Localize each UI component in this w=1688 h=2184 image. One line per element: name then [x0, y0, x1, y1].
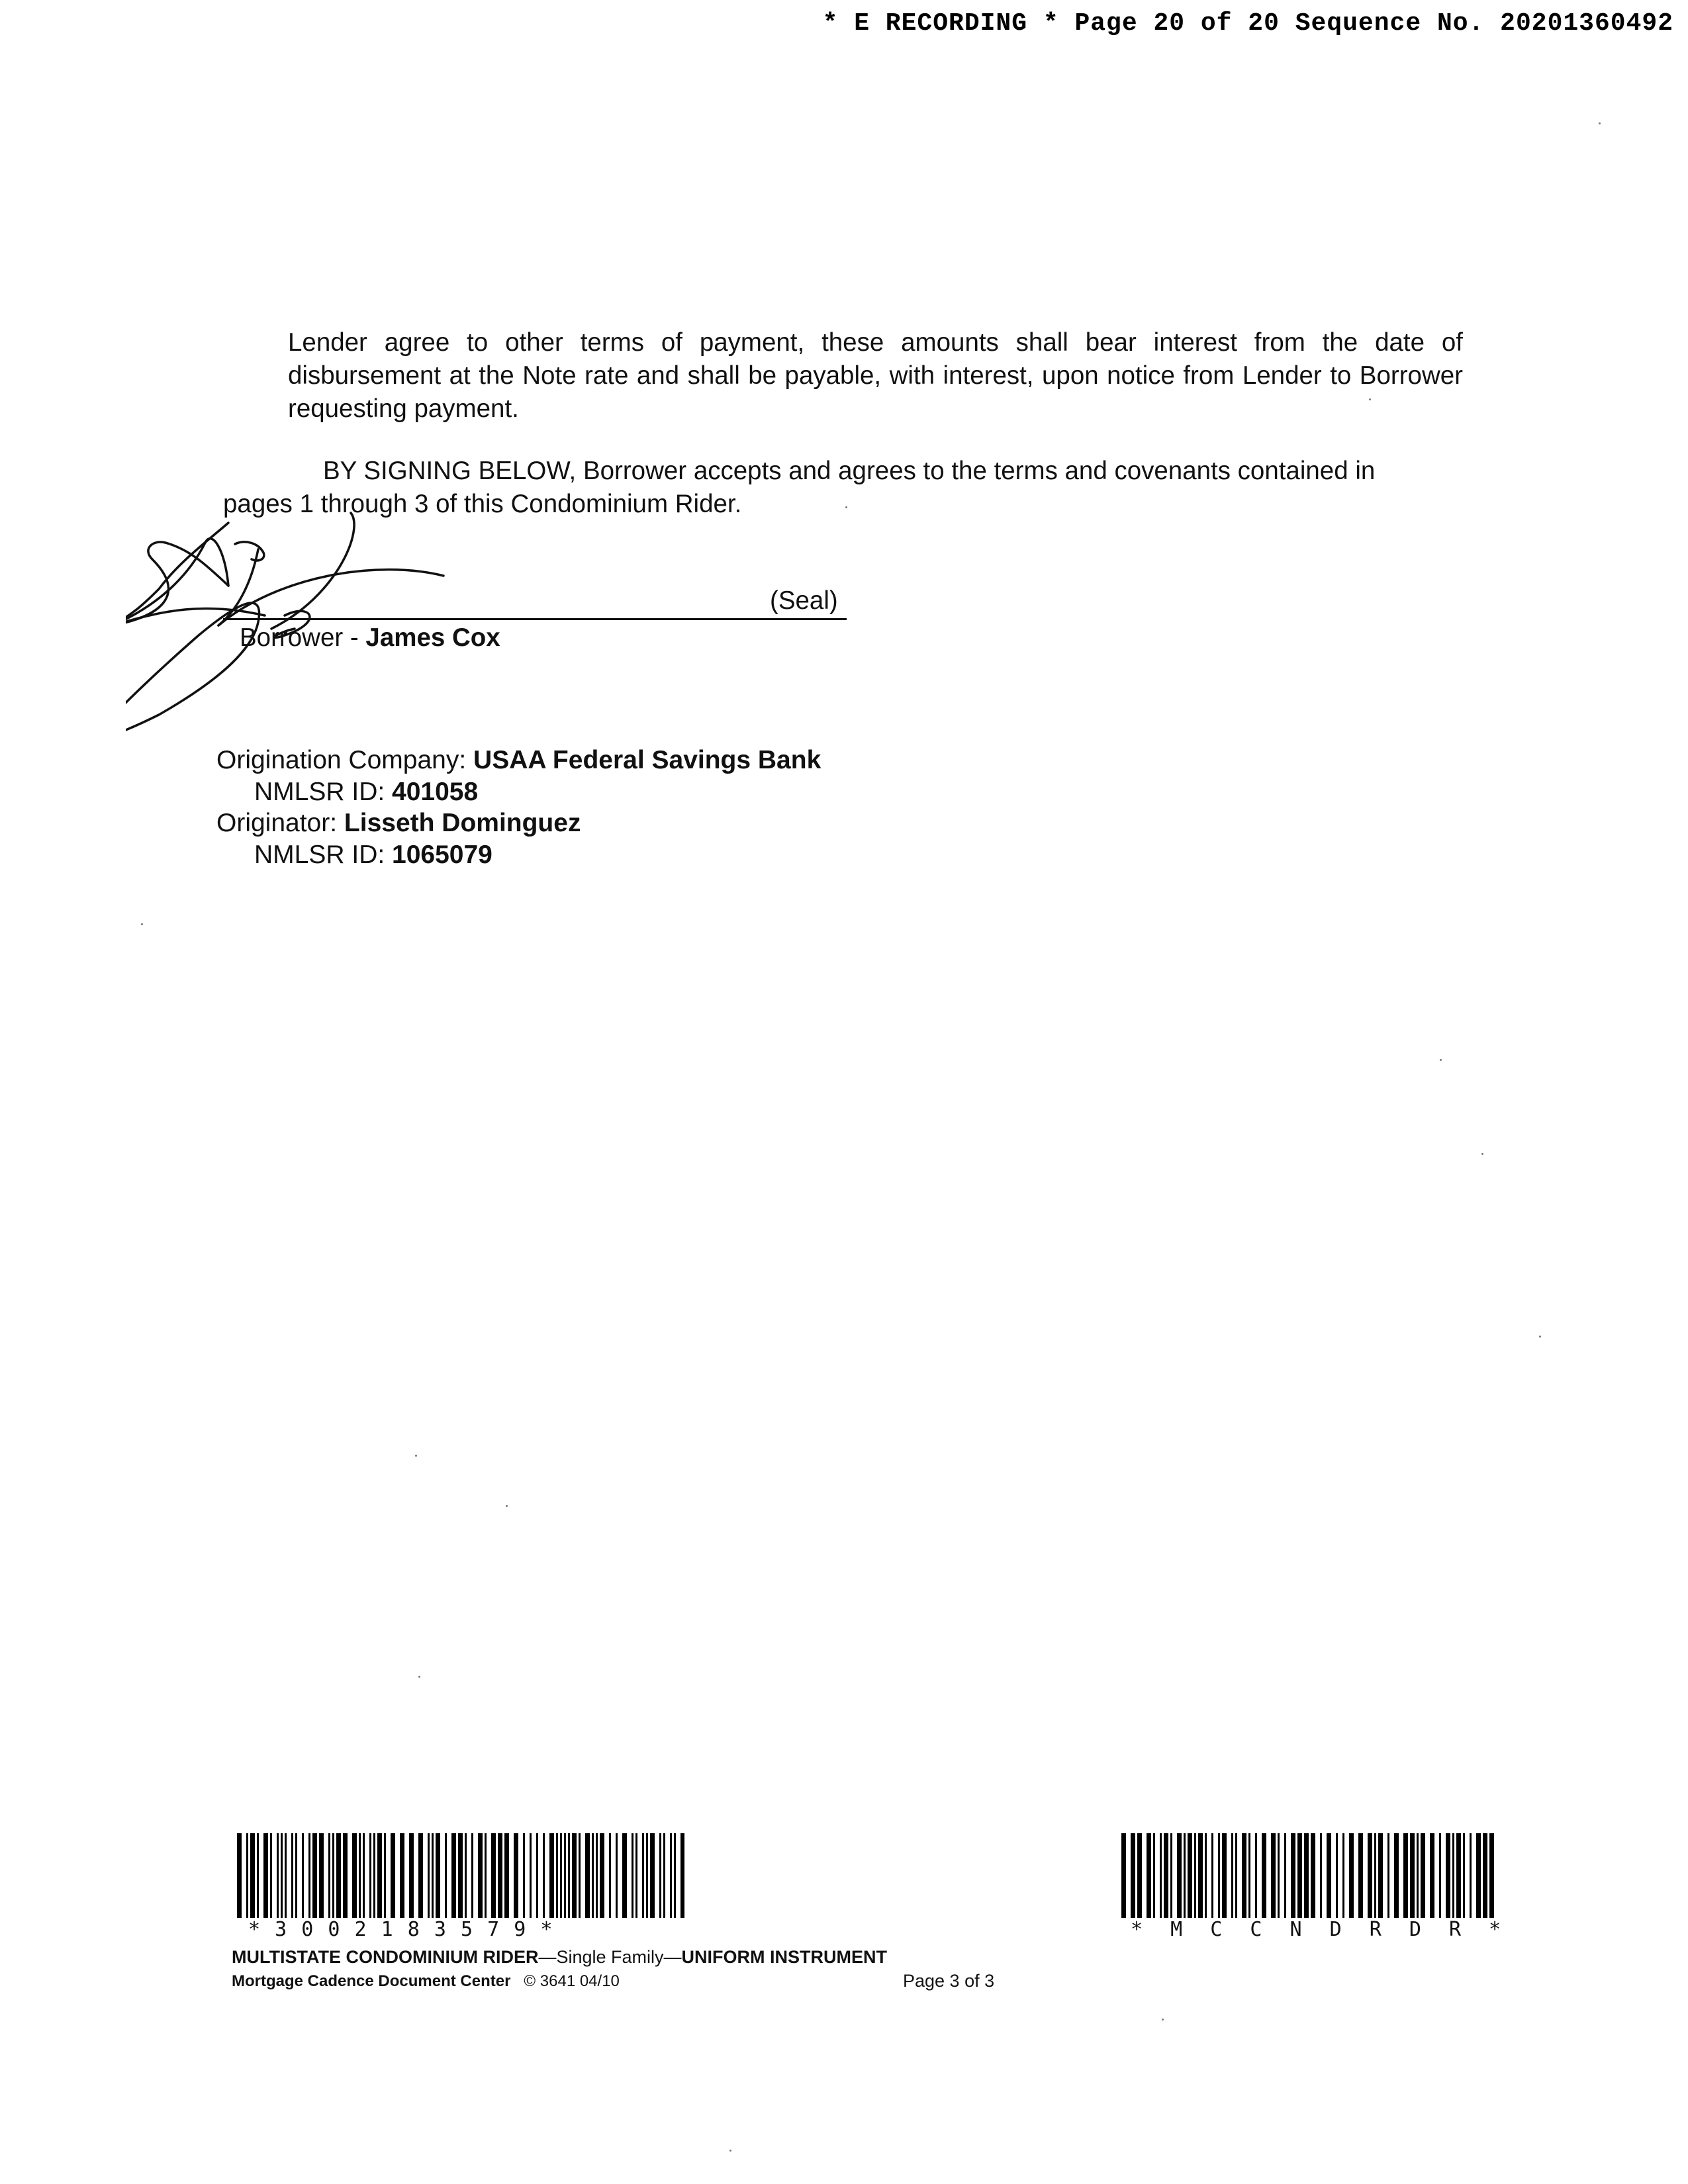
borrower-prefix: Borrower -	[240, 623, 366, 652]
barcode-bar	[609, 1833, 611, 1918]
barcode-bar	[549, 1833, 554, 1918]
barcode-bar	[246, 1833, 248, 1918]
document-center-name: Mortgage Cadence Document Center	[232, 1972, 511, 1990]
barcode-bar	[1222, 1833, 1227, 1918]
barcode-bar	[650, 1833, 655, 1918]
paragraph-continuation: Lender agree to other terms of payment, these amounts shall bear interest from the date of disbursement at the Note rate and shall be payable, with interest, upon notice from Lender to Borrower requesting payment.	[288, 328, 1463, 423]
barcode-bar	[530, 1833, 532, 1918]
barcode-bar	[596, 1833, 598, 1918]
barcode-bar	[560, 1833, 562, 1918]
barcode-bar	[622, 1833, 627, 1918]
barcode-bar	[1349, 1833, 1354, 1918]
barcode-bar	[302, 1833, 304, 1918]
barcode-bar	[1463, 1833, 1465, 1918]
barcode-bar	[436, 1833, 440, 1918]
barcode-bar	[485, 1833, 487, 1918]
company-name: USAA Federal Savings Bank	[473, 746, 821, 774]
barcode-bar	[670, 1833, 672, 1918]
barcode-bar	[391, 1833, 395, 1918]
seal-label: (Seal)	[770, 586, 838, 615]
barcode-bar	[616, 1833, 618, 1918]
barcode-bar	[465, 1833, 467, 1918]
barcode-bar	[1387, 1833, 1389, 1918]
barcode-bar	[281, 1833, 283, 1918]
barcode-bar	[471, 1833, 473, 1918]
barcode-bar	[572, 1833, 577, 1918]
barcode-bar	[295, 1833, 297, 1918]
barcode-bar	[285, 1833, 287, 1918]
barcode-bar	[632, 1833, 633, 1918]
barcode-bar	[1291, 1833, 1295, 1918]
barcode-bar	[1297, 1833, 1302, 1918]
barcode-bar	[250, 1833, 255, 1918]
barcode-bar	[1327, 1833, 1331, 1918]
barcode-bar	[1470, 1833, 1472, 1918]
barcode-bar	[1164, 1833, 1168, 1918]
barcode-bar	[1271, 1833, 1276, 1918]
barcode-bar	[319, 1833, 324, 1918]
barcode-bar	[1188, 1833, 1192, 1918]
originator-nmls-id: 1065079	[392, 841, 492, 869]
barcode-bar	[291, 1833, 293, 1918]
barcode-bar	[498, 1833, 502, 1918]
originator-nmls-line	[254, 841, 492, 870]
barcode-bar	[1489, 1833, 1494, 1918]
barcode-bar	[1121, 1833, 1126, 1918]
barcode-bar	[514, 1833, 518, 1918]
barcode-bar	[1410, 1833, 1415, 1918]
barcode-bar	[263, 1833, 268, 1918]
barcode-bar	[1284, 1833, 1286, 1918]
loan-number-barcode-text: * 3 0 0 2 1 8 3 5 7 9 *	[248, 1918, 554, 1941]
barcode-bar	[478, 1833, 483, 1918]
barcode-bar	[384, 1833, 386, 1918]
barcode-bar	[504, 1833, 509, 1918]
barcode-bar	[1452, 1833, 1454, 1918]
originator-line	[216, 809, 581, 838]
barcode-bar	[1342, 1833, 1344, 1918]
barcode-bar	[343, 1833, 348, 1918]
handwritten-signature	[126, 503, 695, 768]
barcode-bar	[1304, 1833, 1309, 1918]
barcode-bar	[1476, 1833, 1481, 1918]
barcode-bar	[409, 1833, 414, 1918]
barcode-bar	[1358, 1833, 1363, 1918]
barcode-bar	[663, 1833, 665, 1918]
barcode-bar	[1242, 1833, 1246, 1918]
barcode-bar	[1311, 1833, 1315, 1918]
recording-header: * E RECORDING * Page 20 of 20 Sequence No. 20201360492	[822, 9, 1673, 38]
originator-name: Lisseth Dominguez	[344, 809, 581, 837]
barcode-bar	[1439, 1833, 1441, 1918]
barcode-bar	[400, 1833, 404, 1918]
originator-nmls-label: NMLSR ID:	[254, 841, 393, 869]
barcode-bar	[1211, 1833, 1213, 1918]
barcode-bar	[1194, 1833, 1196, 1918]
barcode-bar	[336, 1833, 341, 1918]
barcode-bar	[373, 1833, 375, 1918]
barcode-bar	[1336, 1833, 1338, 1918]
barcode-bar	[491, 1833, 496, 1918]
barcode-bar	[1320, 1833, 1322, 1918]
barcode-bar	[1255, 1833, 1257, 1918]
barcode-bar	[1368, 1833, 1372, 1918]
barcode-bar	[600, 1833, 604, 1918]
loan-number-barcode	[237, 1833, 684, 1918]
barcode-bar	[308, 1833, 310, 1918]
signing-statement-line1: BY SIGNING BELOW, Borrower accepts and agrees to the terms and covenants contained in	[323, 457, 1376, 485]
barcode-bar	[1446, 1833, 1450, 1918]
barcode-bar	[523, 1833, 525, 1918]
company-nmls-id: 401058	[392, 778, 479, 806]
form-title-plain: —Single Family—	[538, 1947, 682, 1967]
page-number: Page 3 of 3	[903, 1971, 995, 1991]
barcode-bar	[1374, 1833, 1376, 1918]
barcode-bar	[237, 1833, 242, 1918]
barcode-bar	[642, 1833, 644, 1918]
barcode-bar	[428, 1833, 430, 1918]
barcode-bar	[680, 1833, 684, 1918]
form-code-barcode	[1121, 1833, 1495, 1918]
form-code-barcode-text: * M C C N D R D R *	[1131, 1918, 1509, 1941]
barcode-bar	[363, 1833, 365, 1918]
barcode-bar	[1235, 1833, 1237, 1918]
form-source-line	[232, 1972, 620, 1991]
barcode-bar	[659, 1833, 661, 1918]
barcode-bar	[646, 1833, 648, 1918]
barcode-bar	[1403, 1833, 1408, 1918]
origination-company-line	[216, 746, 821, 775]
company-label: Origination Company:	[216, 746, 474, 774]
barcode-bar	[458, 1833, 463, 1918]
barcode-bar	[1205, 1833, 1207, 1918]
barcode-bar	[270, 1833, 272, 1918]
barcode-bar	[543, 1833, 545, 1918]
barcode-bar	[1153, 1833, 1155, 1918]
borrower-name: James Cox	[365, 623, 500, 652]
form-title	[232, 1947, 887, 1968]
barcode-bar	[377, 1833, 382, 1918]
company-nmls-label: NMLSR ID:	[254, 778, 393, 806]
form-title-bold2: UNIFORM INSTRUMENT	[681, 1947, 888, 1967]
barcode-bar	[1131, 1833, 1135, 1918]
barcode-bar	[1184, 1833, 1186, 1918]
barcode-bar	[1248, 1833, 1250, 1918]
barcode-bar	[674, 1833, 676, 1918]
barcode-bar	[579, 1833, 581, 1918]
barcode-bar	[568, 1833, 570, 1918]
barcode-bar	[312, 1833, 317, 1918]
barcode-bar	[1417, 1833, 1419, 1918]
barcode-bar	[1218, 1833, 1220, 1918]
barcode-bar	[1160, 1833, 1162, 1918]
barcode-bar	[592, 1833, 594, 1918]
barcode-bar	[432, 1833, 434, 1918]
barcode-bar	[1394, 1833, 1399, 1918]
barcode-bar	[1147, 1833, 1151, 1918]
barcode-bar	[1378, 1833, 1383, 1918]
barcode-bar	[1170, 1833, 1172, 1918]
barcode-bar	[1137, 1833, 1142, 1918]
barcode-bar	[277, 1833, 279, 1918]
company-nmls-line	[254, 778, 478, 807]
barcode-bar	[1231, 1833, 1233, 1918]
barcode-bar	[1198, 1833, 1203, 1918]
barcode-bar	[369, 1833, 371, 1918]
form-title-bold: MULTISTATE CONDOMINIUM RIDER	[232, 1947, 539, 1967]
barcode-bar	[564, 1833, 566, 1918]
barcode-bar	[1421, 1833, 1425, 1918]
barcode-bar	[1483, 1833, 1487, 1918]
barcode-bar	[1278, 1833, 1280, 1918]
barcode-bar	[1456, 1833, 1461, 1918]
originator-label: Originator:	[216, 809, 344, 837]
barcode-bar	[536, 1833, 538, 1918]
barcode-bar	[556, 1833, 558, 1918]
barcode-bar	[352, 1833, 357, 1918]
barcode-bar	[418, 1833, 423, 1918]
barcode-bar	[451, 1833, 456, 1918]
barcode-bar	[328, 1833, 330, 1918]
barcode-bar	[332, 1833, 334, 1918]
form-code: © 3641 04/10	[524, 1972, 620, 1990]
barcode-bar	[1177, 1833, 1182, 1918]
barcode-bar	[359, 1833, 361, 1918]
barcode-bar	[1262, 1833, 1266, 1918]
signing-statement-line2: pages 1 through 3 of this Condominium Rider.	[223, 490, 742, 518]
barcode-bar	[635, 1833, 637, 1918]
barcode-bar	[585, 1833, 590, 1918]
barcode-bar	[1430, 1833, 1434, 1918]
barcode-bar	[445, 1833, 447, 1918]
barcode-bar	[257, 1833, 259, 1918]
